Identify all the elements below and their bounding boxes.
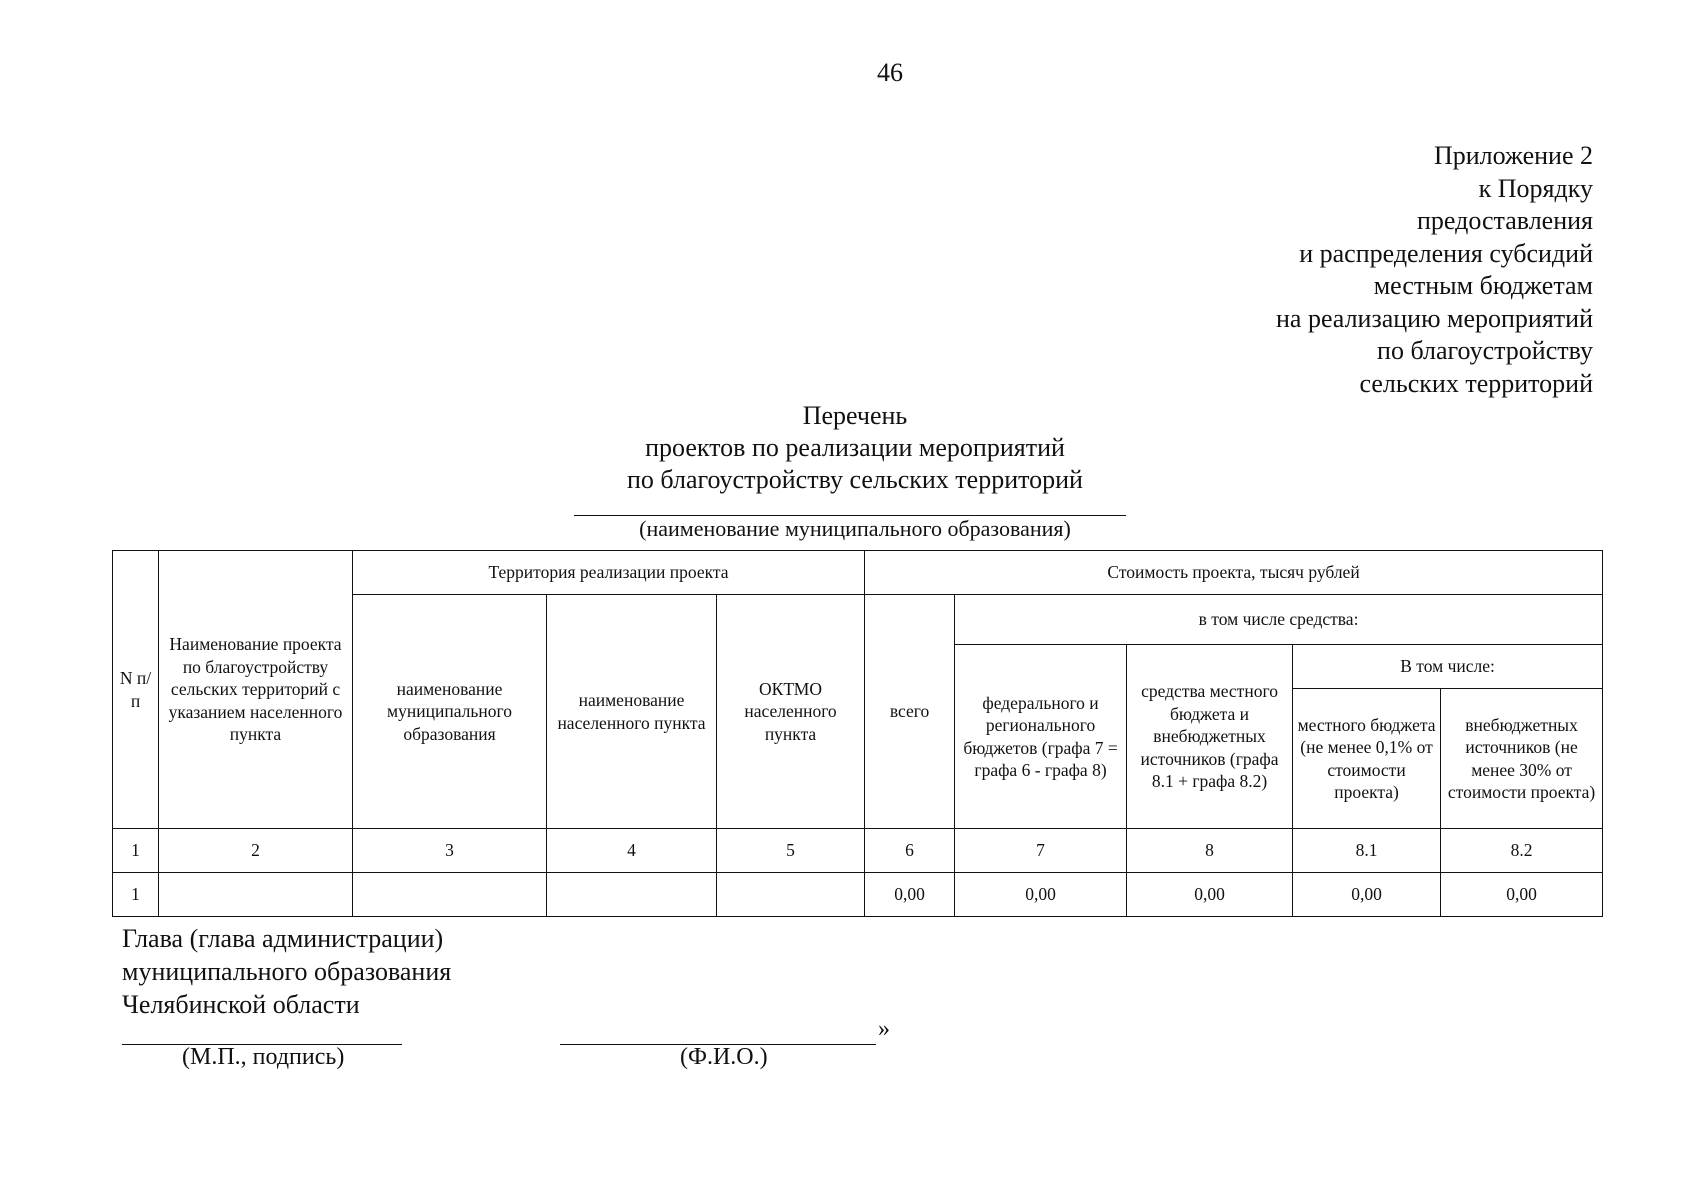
header-extrabudget: внебюджетных источников (не менее 30% от стоимости проекта) [1441,689,1603,829]
header-num: N п/п [113,551,159,829]
table-cell: 1 [113,873,159,917]
signature-line: Челябинской области [122,990,360,1019]
column-number: 5 [717,829,865,873]
appendix-block [1276,140,1593,400]
table-cell: 0,00 [955,873,1127,917]
closing-quote: » [878,1016,890,1042]
municipality-caption: (наименование муниципального образования) [639,516,1071,541]
table-cell [547,873,717,917]
header-municipality-name: наименование муниципального образования [353,595,547,829]
appendix-line: Приложение 2 [1433,141,1593,170]
page-number: 46 [877,58,903,87]
header-oktmo: ОКТМО населенного пункта [717,595,865,829]
header-including: В том числе: [1293,645,1603,689]
appendix-line: по благоустройству [1377,336,1593,365]
document-title [520,400,1190,496]
table-cell [353,873,547,917]
appendix-line: предоставления [1417,206,1593,235]
appendix-line: и распределения субсидий [1299,238,1593,268]
title-line: Перечень [802,401,908,430]
header-local-funds: средства местного бюджета и внебюджетных источников (графа 8.1 + графа 8.2) [1127,645,1293,829]
column-number: 7 [955,829,1127,873]
header-local-budget: местного бюджета (не менее 0,1% от стоимости проекта) [1293,689,1441,829]
table-cell [717,873,865,917]
table-cell [159,873,353,917]
column-number: 4 [547,829,717,873]
header-total: всего [865,595,955,829]
header-settlement-name: наименование населенного пункта [547,595,717,829]
column-number: 8.2 [1441,829,1603,873]
table-cell: 0,00 [1441,873,1603,917]
column-number: 1 [113,829,159,873]
table-row [113,873,1603,917]
column-number: 3 [353,829,547,873]
header-cost: Стоимость проекта, тысяч рублей [865,551,1603,595]
table-cell: 0,00 [1127,873,1293,917]
signature-line: муниципального образования [122,957,452,986]
signature-line: Глава (глава администрации) [122,924,444,953]
header-territory: Территория реализации проекта [353,551,865,595]
appendix-line: местным бюджетам [1373,271,1593,300]
appendix-line: к Порядку [1478,173,1593,203]
column-number: 8.1 [1293,829,1441,873]
header-federal: федерального и регионального бюджетов (графа 7 = графа 6 - графа 8) [955,645,1127,829]
table-cell: 0,00 [865,873,955,917]
column-number: 8 [1127,829,1293,873]
projects-table [112,550,1603,917]
appendix-line: сельских территорий [1359,368,1593,398]
column-number-row [113,829,1603,873]
column-number: 2 [159,829,353,873]
table-cell: 0,00 [1293,873,1441,917]
column-number: 6 [865,829,955,873]
title-line: по благоустройству сельских территорий [627,465,1083,494]
signature-block [122,922,451,1021]
header-including-funds: в том числе средства: [955,595,1603,645]
title-line: проектов по реализации мероприятий [645,433,1065,462]
header-project-name: Наименование проекта по благоустройству сельских территорий с указанием населенного пункта [159,551,353,829]
full-name-caption: (Ф.И.О.) [680,1044,768,1070]
appendix-line: на реализацию мероприятий [1275,303,1593,333]
stamp-signature-caption: (М.П., подпись) [182,1044,345,1070]
